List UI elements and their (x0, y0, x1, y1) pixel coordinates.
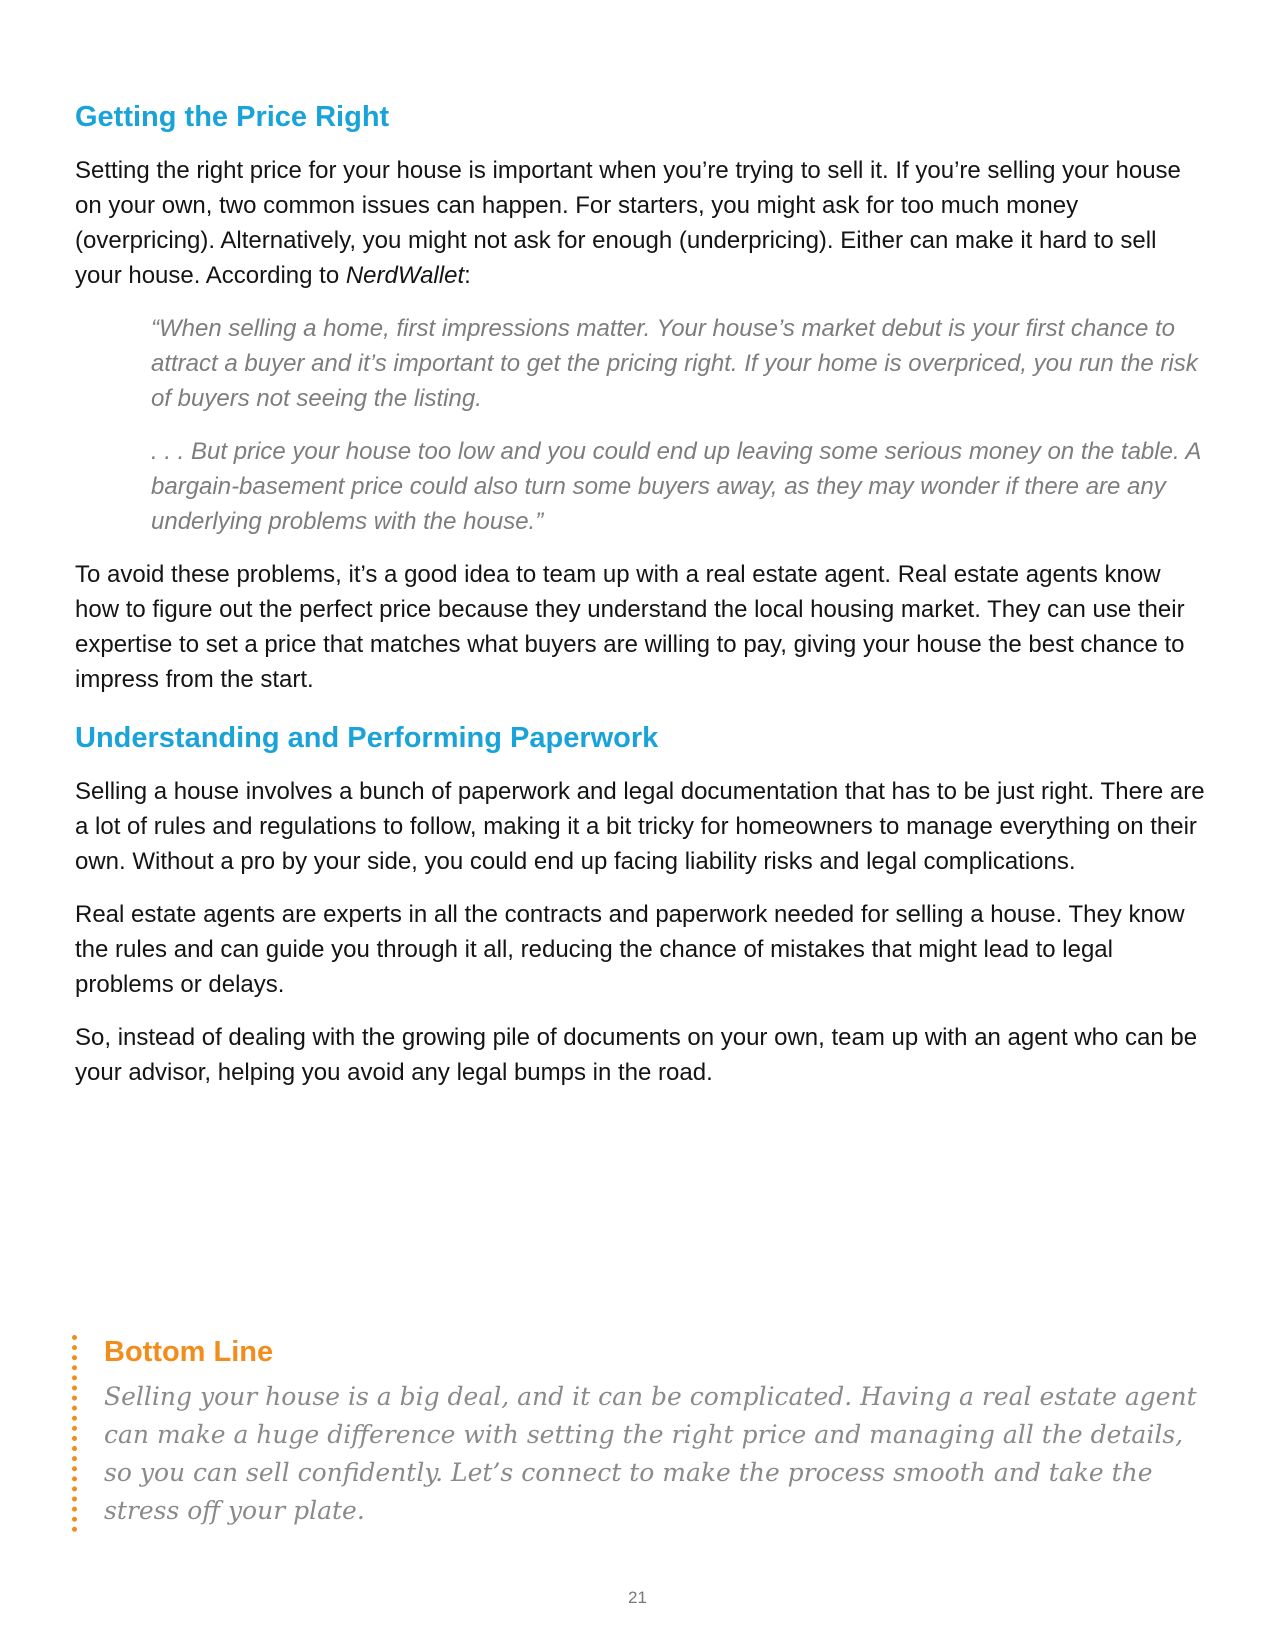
intro-colon: : (464, 261, 471, 289)
source-name: NerdWallet (345, 261, 465, 289)
blockquote (151, 311, 1201, 539)
document-page (75, 100, 1205, 1108)
price-advice-paragraph: To avoid these problems, it’s a good idea to team up with a real estate agent. Real estate agents know how to figure out the perfect price because they understand the local housing market. They can use their expertise to set a price that matches what buyers are willing to pay, giving your house the best chance to impress from the start. (75, 560, 1185, 693)
intro-paragraph (75, 153, 1205, 293)
paperwork-paragraph-1: Selling a house involves a bunch of paperwork and legal documentation that has to be just right. There are a lot of rules and regulations to follow, making it a bit tricky for homeowners to manage everything on their own. Without a pro by your side, you could end up facing liability risks and legal complications. (75, 777, 1205, 875)
bottom-line-callout (72, 1335, 1214, 1530)
bottom-line-text: Selling your house is a big deal, and it can be complicated. Having a real estate agent can make a huge difference with setting the right price and managing all the details, so you can sell confidently. Let’s connect to make the process smooth and take the stress off your plate. (104, 1381, 1197, 1525)
paperwork-paragraph-3: So, instead of dealing with the growing pile of documents on your own, team up with an agent who can be your advisor, helping you avoid any legal bumps in the road. (75, 1023, 1198, 1086)
callout-dotted-bar (72, 1335, 77, 1532)
quote-paragraph-2: . . . But price your house too low and you could end up leaving some serious money on the table. A bargain-basement price could also turn some buyers away, as they may wonder if there are any underlying problems with the house.” (151, 437, 1201, 535)
quote-paragraph-1: “When selling a home, first impressions matter. Your house’s market debut is your first chance to attract a buyer and it’s important to get the pricing right. If your home is overpriced, you run the risk of buyers not seeing the listing. (151, 314, 1198, 412)
page-number: 21 (628, 1588, 647, 1607)
section-heading-price: Getting the Price Right (75, 101, 390, 133)
paperwork-paragraph-2: Real estate agents are experts in all the contracts and paperwork needed for selling a house. They know the rules and can guide you through it all, reducing the chance of mistakes that might lead to legal problems or delays. (75, 900, 1185, 998)
bottom-line-heading: Bottom Line (104, 1336, 274, 1368)
section-heading-paperwork: Understanding and Performing Paperwork (75, 721, 659, 754)
intro-text: Setting the right price for your house is important when you’re trying to sell it. If you’re selling your house on your own, two common issues can happen. For starters, you might ask for too much money (overpricing). Alternatively, you might not ask for enough (underpricing). Either can make it hard to sell your house. According to (75, 156, 1181, 289)
